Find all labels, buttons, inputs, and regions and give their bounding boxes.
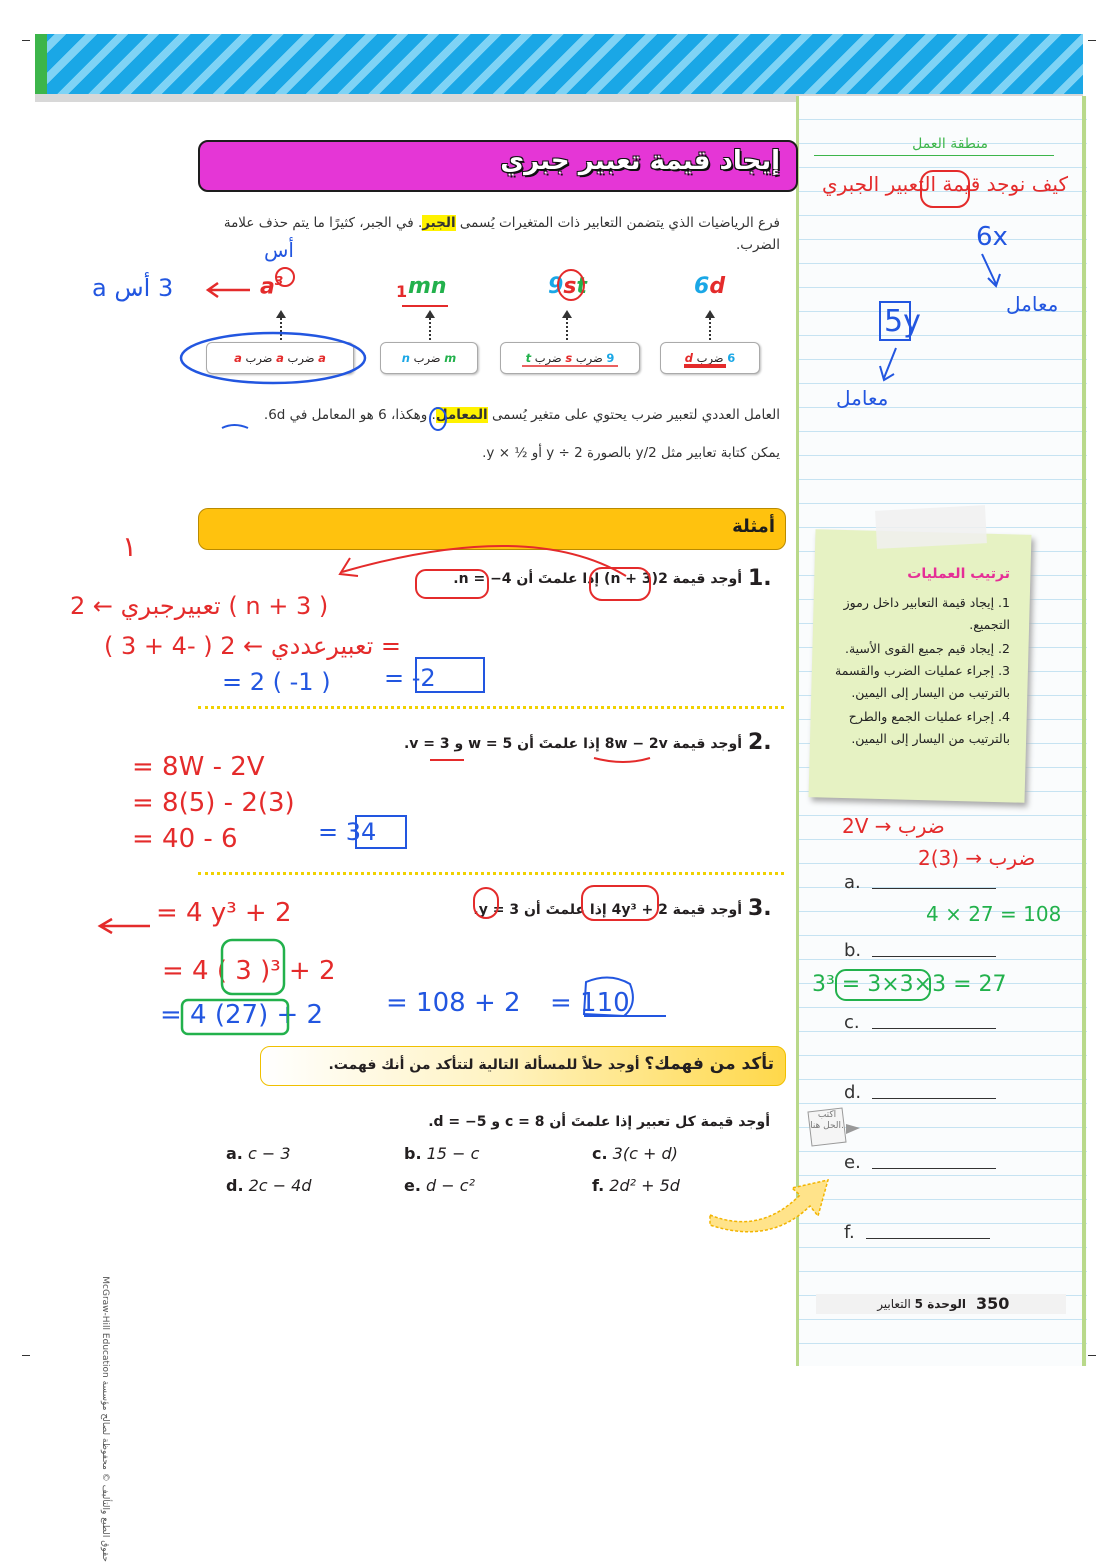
coefficient-term: المعامل: [435, 407, 488, 423]
hw-ex1-line2: تعبيرعددي ← 2 ( -4 + 3 ) =: [104, 632, 401, 660]
hw-side-arrow2: [876, 344, 906, 384]
work-zone-underline: [814, 155, 1054, 156]
check-title: [270, 1054, 774, 1074]
hw-side-427: 4 × 27 = 108: [926, 902, 1062, 926]
answer-line-e[interactable]: [872, 1168, 996, 1169]
hw-ex1-line3: = 2 ( -1 ): [222, 668, 331, 696]
term-box-a: a ضرب a ضرب a: [206, 342, 354, 374]
page-number: 350: [976, 1294, 1010, 1313]
hw-ex1-line1: تعبيرجبري ← 2 ( n + 3 ): [70, 592, 329, 620]
term-box-9st: 9 ضرب s ضرب t: [500, 342, 640, 374]
hw-side-5y: 5y: [884, 304, 921, 339]
check-item-c: c. 3(c + d): [592, 1144, 678, 1163]
coefficient-paragraph: [222, 404, 780, 426]
term-6d: 6d: [694, 274, 726, 299]
footer-unit: الوحدة 5 التعابير: [877, 1297, 966, 1311]
hw-one: 1: [396, 282, 408, 301]
crop-mark: [22, 40, 30, 41]
note-item-3: 3. إجراء عمليات الضرب والقسمة بالترتيب من اليسار إلى اليمين.: [835, 663, 1010, 700]
hw-side-box5: [878, 300, 914, 344]
example-2-number: 2.: [748, 730, 772, 755]
note-tape: [875, 505, 987, 549]
hw-side-arrow1: [976, 250, 1006, 290]
hw-ex1-circles: [414, 566, 664, 602]
hw-top-note: 3 أس a: [92, 274, 174, 302]
hw-side-title: كيف نوجد قيمة التعبير الجبري: [821, 172, 1068, 196]
check-item-a: a. c − 3: [226, 1144, 291, 1163]
answer-line-b[interactable]: [872, 956, 996, 957]
hw-circle-3: [274, 266, 296, 288]
divider-dots: [198, 872, 784, 875]
arrow-line: [709, 318, 711, 340]
check-item-d: d. 2c − 4d: [226, 1176, 312, 1195]
crop-mark: [1088, 40, 1096, 41]
coef-text: العامل العددي لتعبير ضرب يحتوي على متغير يُسمى: [487, 407, 780, 423]
crop-mark: [22, 1355, 30, 1356]
arrow-head: [425, 310, 435, 318]
hw-pow-label: أس: [264, 238, 294, 262]
intro-text: فرع الرياضيات الذي يتضمن التعابير ذات المتغيرات يُسمى: [455, 215, 780, 231]
divider-dots: [198, 706, 784, 709]
hw-circle-a-box: [178, 330, 368, 386]
hw-ex3-line3: = 4 (27) + 2: [160, 1000, 324, 1030]
arrow-line: [429, 318, 431, 340]
work-zone-title: منطقة العمل: [912, 136, 988, 152]
note-item-4: 4. إجراء عمليات الجمع والطرح بالترتيب من اليسار إلى اليمين.: [848, 709, 1010, 746]
answer-line-d[interactable]: [872, 1098, 996, 1099]
hw-side-333: 3³ = 3×3×3 = 27: [812, 972, 1007, 997]
hw-ex3-arrow: [96, 916, 152, 936]
top-banner: [35, 34, 1083, 94]
coef-text-end: . وهكذا، 6 هو المعامل في 6d.: [263, 407, 436, 423]
answer-line-a[interactable]: [872, 888, 996, 889]
hw-side-2v: 2V → ضرب: [842, 814, 945, 838]
hw-ex1-answer-box: [414, 656, 488, 696]
hw-ex2-answer-box: [354, 812, 410, 852]
hw-ex2-line2: = 8(5) - 2(3): [132, 788, 295, 818]
hw-ex3-line5: = 110: [550, 988, 630, 1018]
term-box-6d: 6 ضرب d: [660, 342, 760, 374]
arrow-head: [562, 310, 572, 318]
algebra-term: الجبر: [422, 215, 456, 231]
check-prompt: أوجد قيمة كل تعبير إذا علمتَ أن c = 8 و d = −5.: [428, 1114, 770, 1130]
hw-side-circle: [918, 168, 974, 212]
term-9st: 9st: [548, 274, 587, 299]
answer-label-e: e.: [844, 1152, 861, 1173]
write-here-text: اكتب الحل هنا.: [810, 1110, 844, 1131]
crop-mark: [1088, 1355, 1096, 1356]
hw-underline-coef: [220, 420, 250, 432]
hw-side-coef: معامل: [1006, 292, 1059, 316]
answer-line-c[interactable]: [872, 1028, 996, 1029]
hw-ex2-marks: [424, 752, 654, 766]
answer-label-d: d.: [844, 1082, 862, 1103]
answer-line-f[interactable]: [866, 1238, 990, 1239]
example-1-question: أوجد قيمة 2(n + 3) إذا علمتَ أن n = −4.: [453, 571, 742, 587]
check-title-rest: أوجد حلاً للمسألة التالية لتتأكد من أنك فهمت.: [328, 1057, 645, 1073]
hw-ex2-line1: = 8W - 2V: [132, 752, 265, 782]
hw-side-green-box: [834, 968, 934, 1004]
example-2-question: أوجد قيمة 8w − 2v إذا علمتَ أن w = 5 و v = 3.: [403, 736, 742, 752]
hw-ex2-line4: = 34: [318, 818, 377, 846]
hw-underline-9st: [520, 362, 620, 370]
hw-side-6x: 6x: [976, 222, 1008, 252]
term-a-cubed: $a^3$: [260, 274, 284, 300]
check-item-b: b. 15 − c: [404, 1144, 480, 1163]
intro-paragraph: [222, 212, 780, 256]
hw-ex3-line4: = 108 + 2: [386, 988, 521, 1018]
example-1-number: 1.: [748, 566, 772, 591]
hw-ex1-mark: ١: [122, 530, 138, 563]
note-item-1: 1. إيجاد قيمة التعابير داخل رموز التجميع.: [843, 595, 1010, 632]
answer-label-f: f.: [844, 1222, 855, 1243]
answer-label-b: b.: [844, 940, 862, 961]
hw-arrow-left-icon: [204, 280, 252, 300]
hw-circle-coef: [428, 406, 448, 432]
arrow-head: [705, 310, 715, 318]
answer-label-a: a.: [844, 872, 861, 893]
sidebar-edge: [1082, 96, 1086, 1366]
banner-accent: [35, 34, 47, 94]
hw-circle-s: [556, 268, 586, 302]
hw-ex3-line1: = 4 y³ + 2: [156, 898, 292, 928]
hw-ex3-line2: = 4 ( 3 )³ + 2: [162, 956, 336, 986]
hw-ex3-circles: [472, 884, 662, 924]
note-title: ترتيب العمليات: [907, 566, 1010, 582]
term-box-mn: m ضرب n: [380, 342, 478, 374]
yellow-arrow-icon: [700, 1150, 840, 1240]
examples-title: أمثلة: [732, 516, 775, 537]
hw-ex3-green-box: [218, 938, 288, 998]
check-title-big: تأكد من فهمك؟: [644, 1054, 774, 1074]
hw-ex3-green-box2: [180, 998, 292, 1038]
hw-side-coef2: معامل: [836, 386, 889, 410]
hw-ex1-line4: = -2: [384, 664, 436, 692]
intro-text-end: . في الجبر، كثيرًا ما يتم حذف علامة الضرب.: [223, 215, 780, 253]
example-3-question: أوجد قيمة 4y³ + 2 إذا علمتَ أن y = 3.: [473, 902, 742, 918]
check-item-f: f. 2d² + 5d: [592, 1176, 680, 1195]
hw-underline-mn: [400, 302, 450, 310]
arrow-head: [276, 310, 286, 318]
answer-label-c: c.: [844, 1012, 860, 1033]
hw-side-23: 2(3) → ضرب: [918, 846, 1036, 870]
copyright: حقوق الطبع والتأليف © محفوظة لصالح مؤسسة McGraw-Hill Education: [100, 1276, 110, 1562]
arrow-line: [566, 318, 568, 340]
hw-underline-6d: [682, 362, 728, 370]
example-3-number: 3.: [748, 896, 772, 921]
hw-ex3-answer-box: [580, 974, 670, 1022]
division-paragraph: يمكن كتابة تعابير مثل y/2 بالصورة y ÷ 2 أو ½ × y.: [482, 445, 780, 461]
page-title: إيجاد قيمة تعبير جبري: [500, 146, 780, 176]
check-item-e: e. d − c²: [404, 1176, 475, 1195]
hw-ex2-line3: = 40 - 6: [132, 824, 238, 854]
note-item-2: 2. إيجاد قيم جميع القوى الأسية.: [844, 641, 1010, 656]
term-mn: mn: [408, 274, 447, 299]
